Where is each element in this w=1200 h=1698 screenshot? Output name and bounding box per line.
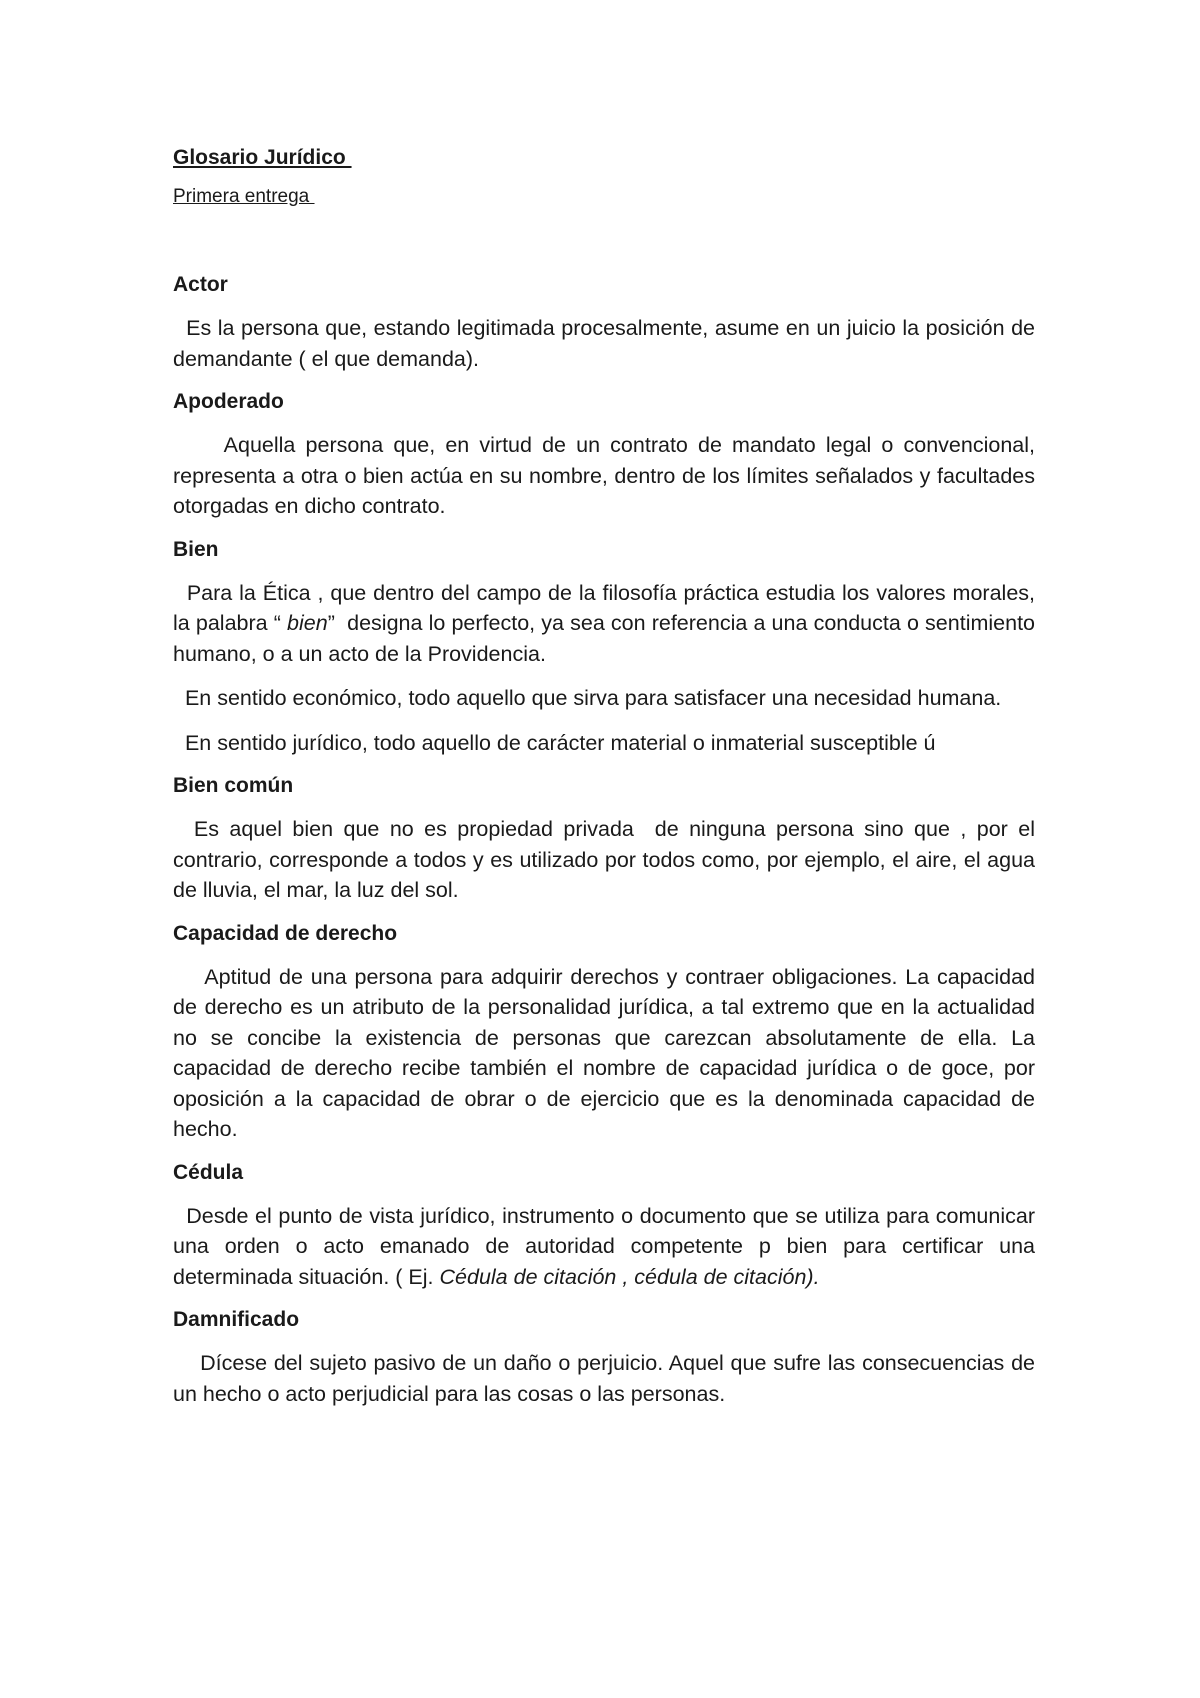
glossary-entry <box>173 920 1041 1145</box>
document-body <box>173 145 1041 1423</box>
glossary-entry <box>173 1159 1041 1293</box>
glossary-term: Apoderado <box>173 390 284 413</box>
definition-text: Aquella persona que, en virtud de un contrato de mandato legal o convencional, representa a otra o bien actúa en su nombre, dentro de los límites señalados y facultades otorgadas en dicho contrato. <box>173 433 1041 518</box>
glossary-definition <box>173 313 1041 374</box>
glossary-term: Damnificado <box>173 1308 300 1331</box>
glossary-entry <box>173 772 1041 906</box>
document-title: Glosario Jurídico <box>173 146 352 169</box>
glossary-term: Cédula <box>173 1160 244 1184</box>
glossary-entries <box>173 271 1041 1409</box>
document-subtitle: Primera entrega <box>173 186 315 207</box>
definition-text: Es la persona que, estando legitimada procesalmente, asume en un juicio la posición de demandante ( el que demanda). <box>173 316 1041 371</box>
glossary-entry <box>173 536 1041 759</box>
glossary-definition <box>173 1348 1041 1409</box>
glossary-entry <box>173 1306 1041 1409</box>
glossary-definition <box>173 728 1035 759</box>
definition-text: Aptitud de una persona para adquirir derechos y contraer obligaciones. La capacidad de derecho es un atributo de la personalidad jurídica, a tal extremo que en la actualidad no se concibe la existencia de personas que carezcan absolutamente de ella. La capacidad de derecho recibe también el nombre de capacidad jurídica o de goce, por oposición a la capacidad de obrar o de ejercicio que es la denominada capacidad de hecho. <box>173 964 1041 1141</box>
definition-text: ” designa lo perfecto, ya sea con referencia a una conducta o sentimiento humano, o a un acto de la Providencia. <box>173 611 1041 666</box>
glossary-term: Bien <box>173 537 219 561</box>
glossary-term: Bien común <box>173 774 294 797</box>
glossary-definition <box>173 962 1041 1145</box>
glossary-entry <box>173 388 1041 522</box>
definition-text: En sentido jurídico, todo aquello de carácter material o inmaterial susceptible ú <box>173 730 936 755</box>
glossary-term: Capacidad de derecho <box>173 921 398 945</box>
definition-italic-text: Cédula de citación , cédula de citación). <box>439 1264 820 1289</box>
definition-text: Es aquel bien que no es propiedad privada de ninguna persona sino que , por el contrario, corresponde a todos y es utilizado por todos como, por ejemplo, el aire, el agua de lluvia, el mar, la luz del sol. <box>173 817 1041 902</box>
definition-text: Dícese del sujeto pasivo de un daño o perjuicio. Aquel que sufre las consecuencias de un hecho o acto perjudicial para las cosas o las personas. <box>173 1351 1041 1406</box>
definition-text: En sentido económico, todo aquello que sirva para satisfacer una necesidad humana. <box>173 686 1002 710</box>
glossary-definition <box>173 1201 1041 1293</box>
glossary-definition <box>173 814 1041 906</box>
glossary-definition <box>173 578 1041 670</box>
definition-italic-text: bien <box>287 611 328 635</box>
definition-text: Para la Ética , que dentro del campo de la filosofía práctica estudia los valores morales, la palabra “ <box>173 580 1041 635</box>
glossary-entry <box>173 271 1041 374</box>
glossary-definition <box>173 683 1035 714</box>
glossary-definition <box>173 430 1041 522</box>
definition-text: Desde el punto de vista jurídico, instrumento o documento que se utiliza para comunicar una orden o acto emanado de autoridad competente p bien para certificar una determinada situación. ( Ej. <box>173 1203 1041 1289</box>
glossary-term: Actor <box>173 273 228 296</box>
